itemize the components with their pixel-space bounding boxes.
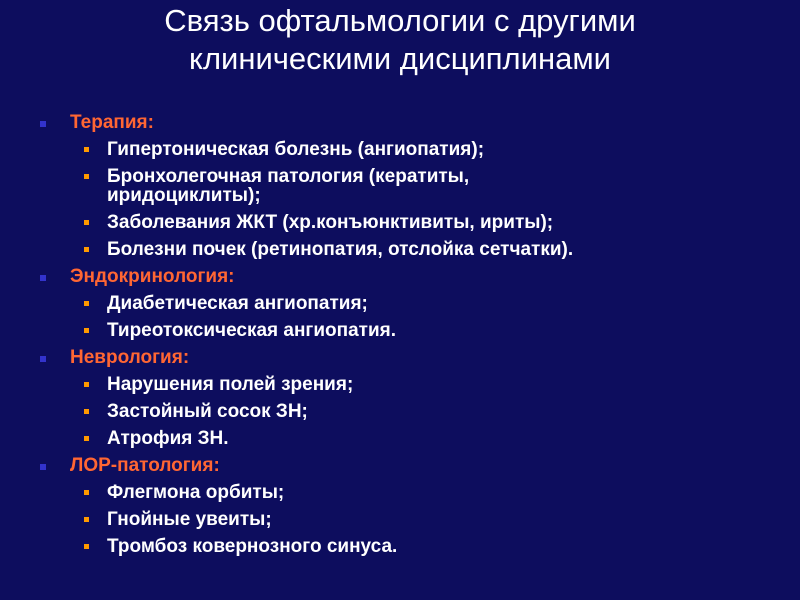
list-item-text: Болезни почек (ретинопатия, отслойка сетчатки). [107, 239, 574, 260]
square-bullet-icon [84, 174, 89, 179]
list-item-text: Диабетическая ангиопатия; [107, 293, 368, 314]
section-label: Терапия: [70, 112, 154, 133]
list-item [0, 371, 800, 398]
list-item [0, 479, 800, 506]
square-bullet-icon [84, 382, 89, 387]
list-item-text: Бронхолегочная патология (кератиты, иридоциклиты); [107, 166, 470, 206]
slide-title-line-2: клиническими дисциплинами [189, 41, 611, 76]
section-label: Эндокринология: [70, 266, 235, 287]
section-label: Неврология: [70, 347, 190, 368]
list-item-text: Гипертоническая болезнь (ангиопатия); [107, 139, 485, 160]
list-item-text: Нарушения полей зрения; [107, 374, 354, 395]
square-bullet-icon [40, 356, 46, 362]
square-bullet-icon [84, 490, 89, 495]
section-endocrinology [0, 263, 800, 290]
square-bullet-icon [40, 275, 46, 281]
square-bullet-icon [84, 220, 89, 225]
section-label: ЛОР-патология: [70, 455, 220, 476]
square-bullet-icon [40, 121, 46, 127]
square-bullet-icon [40, 464, 46, 470]
list-item [0, 425, 800, 452]
square-bullet-icon [84, 301, 89, 306]
list-item-text: Тиреотоксическая ангиопатия. [107, 320, 397, 341]
section-neurology [0, 344, 800, 371]
list-item [0, 533, 800, 560]
slide-title-line-1: Связь офтальмологии с другими [164, 3, 636, 38]
list-item-text: Заболевания ЖКТ (хр.конъюнктивиты, ириты); [107, 212, 554, 233]
list-item [0, 290, 800, 317]
list-item [0, 398, 800, 425]
list-item-text: Атрофия ЗН. [107, 428, 229, 449]
list-item [0, 136, 800, 163]
list-item [0, 209, 800, 236]
slide-title [0, 2, 800, 78]
list-item-text: Флегмона орбиты; [107, 482, 285, 503]
section-ent [0, 452, 800, 479]
square-bullet-icon [84, 147, 89, 152]
list-item [0, 506, 800, 533]
list-item [0, 236, 800, 263]
square-bullet-icon [84, 436, 89, 441]
square-bullet-icon [84, 247, 89, 252]
square-bullet-icon [84, 409, 89, 414]
list-item-text: Гнойные увеиты; [107, 509, 272, 530]
section-therapy [0, 109, 800, 136]
list-item [0, 317, 800, 344]
list-item-text: Застойный сосок ЗН; [107, 401, 308, 422]
square-bullet-icon [84, 544, 89, 549]
list-item [0, 163, 800, 209]
square-bullet-icon [84, 517, 89, 522]
list-item-text: Тромбоз ковернозного синуса. [107, 536, 398, 557]
square-bullet-icon [84, 328, 89, 333]
bullet-list [0, 109, 800, 560]
